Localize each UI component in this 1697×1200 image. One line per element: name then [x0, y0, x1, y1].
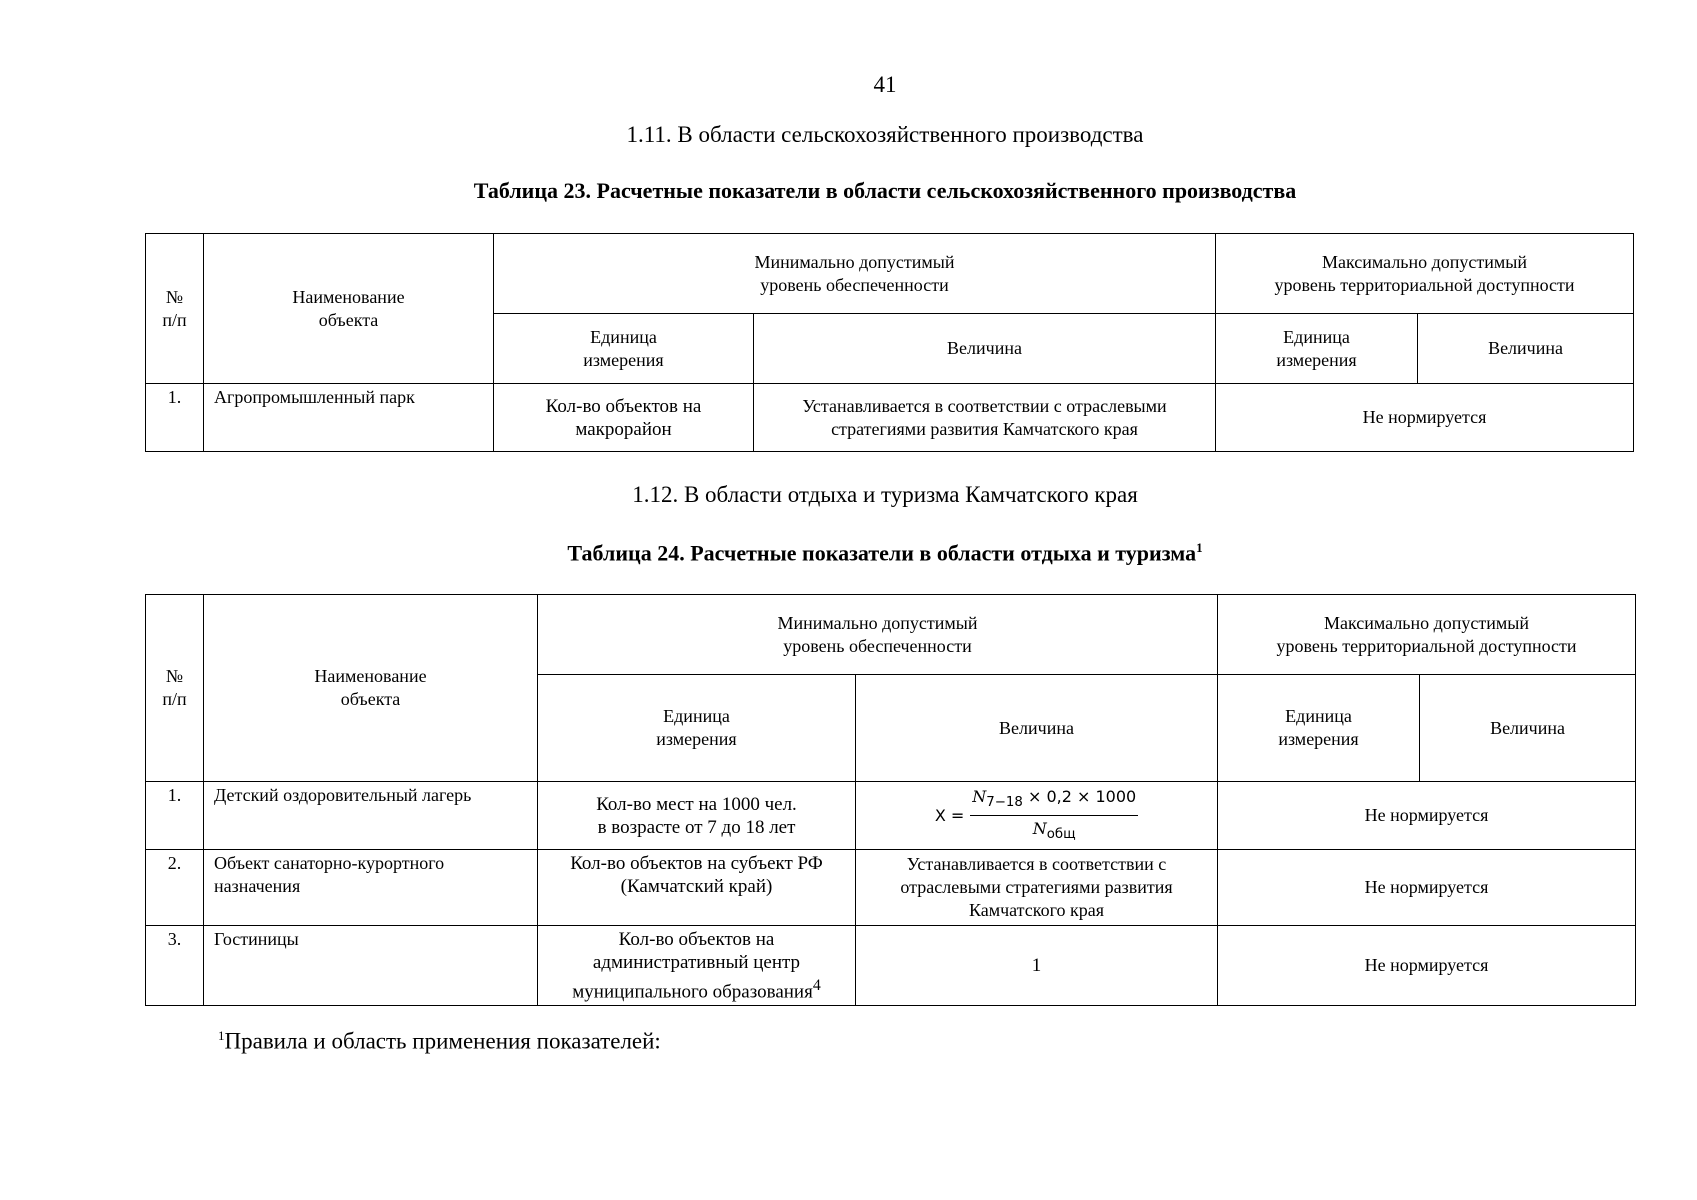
row-min-value: Устанавливается в соответствии с отраслевыми стратегиями развития Камчатского края — [754, 384, 1216, 452]
table-header-row — [146, 234, 1634, 314]
row-name: Агропромышленный парк — [204, 384, 494, 452]
row-min-unit: Кол-во объектов на административный центр муниципального образования$^4$ — [538, 926, 856, 1006]
row-min-value: 1 — [856, 926, 1218, 1006]
row-name: Гостиницы — [204, 926, 538, 1006]
header-min-group: Минимально допустимый уровень обеспеченности — [538, 595, 1218, 675]
table-23-caption: Таблица 23. Расчетные показатели в области сельскохозяйственного производства — [473, 178, 1297, 203]
header-max-value: Величина — [1420, 675, 1636, 782]
table-header-row — [146, 595, 1636, 675]
row-min-value: Устанавливается в соответствии с отраслевыми стратегиями развития Камчатского края — [856, 850, 1218, 926]
row-num: 1. — [146, 782, 204, 850]
header-max-value: Величина — [1418, 314, 1634, 384]
row-num: 3. — [146, 926, 204, 1006]
header-max-unit: Единица измерения — [1218, 675, 1420, 782]
footnote-text: Правила и область применения показателей: — [224, 1028, 661, 1054]
table-row — [146, 384, 1634, 452]
row-min-unit: Кол-во объектов на макрорайон — [494, 384, 754, 452]
header-name: Наименование объекта — [204, 595, 538, 782]
footnote-marker: 1 — [1196, 540, 1203, 555]
row-min-unit: Кол-во мест на 1000 чел. в возрасте от 7 до 18 лет — [538, 782, 856, 850]
header-max-unit: Единица измерения — [1216, 314, 1418, 384]
row-num: 1. — [146, 384, 204, 452]
table-23 — [145, 233, 1634, 452]
table-24 — [145, 594, 1636, 1006]
header-num: № п/п — [146, 595, 204, 782]
table-row — [146, 926, 1636, 1006]
header-min-group: Минимально допустимый уровень обеспеченности — [494, 234, 1216, 314]
header-max-group: Максимально допустимый уровень территориальной доступности — [1218, 595, 1636, 675]
footnote — [218, 1028, 661, 1055]
table-24-caption-text: Таблица 24. Расчетные показатели в области отдыха и туризма — [567, 540, 1197, 566]
row-min-unit: Кол-во объектов на субъект РФ (Камчатский край) — [538, 850, 856, 926]
table-row — [146, 782, 1636, 850]
row-max: Не нормируется — [1216, 384, 1634, 452]
row-max: Не нормируется — [1218, 926, 1636, 1006]
footnote-marker: 4 — [812, 977, 821, 994]
header-min-unit: Единица измерения — [494, 314, 754, 384]
capacity-formula: X = $\frac{N_{7-18} \times 0,2 \times 1000}{N_{общ}}$ — [934, 786, 1137, 843]
page-number: 41 — [873, 72, 897, 97]
table-row — [146, 850, 1636, 926]
row-name: Объект санаторно-курортного назначения — [204, 850, 538, 926]
footnote-marker: 1 — [218, 1028, 225, 1043]
row-name: Детский оздоровительный лагерь — [204, 782, 538, 850]
row-max: Не нормируется — [1218, 782, 1636, 850]
row-max: Не нормируется — [1218, 850, 1636, 926]
header-min-value: Величина — [754, 314, 1216, 384]
header-min-value: Величина — [856, 675, 1218, 782]
row-num: 2. — [146, 850, 204, 926]
section-heading-agriculture: 1.11. В области сельскохозяйственного производства — [626, 122, 1144, 147]
table-24-caption — [0, 540, 1697, 566]
row-formula — [856, 782, 1218, 850]
header-name: Наименование объекта — [204, 234, 494, 384]
header-num: № п/п — [146, 234, 204, 384]
header-min-unit: Единица измерения — [538, 675, 856, 782]
header-max-group: Максимально допустимый уровень территориальной доступности — [1216, 234, 1634, 314]
section-heading-tourism: 1.12. В области отдыха и туризма Камчатского края — [632, 482, 1138, 507]
